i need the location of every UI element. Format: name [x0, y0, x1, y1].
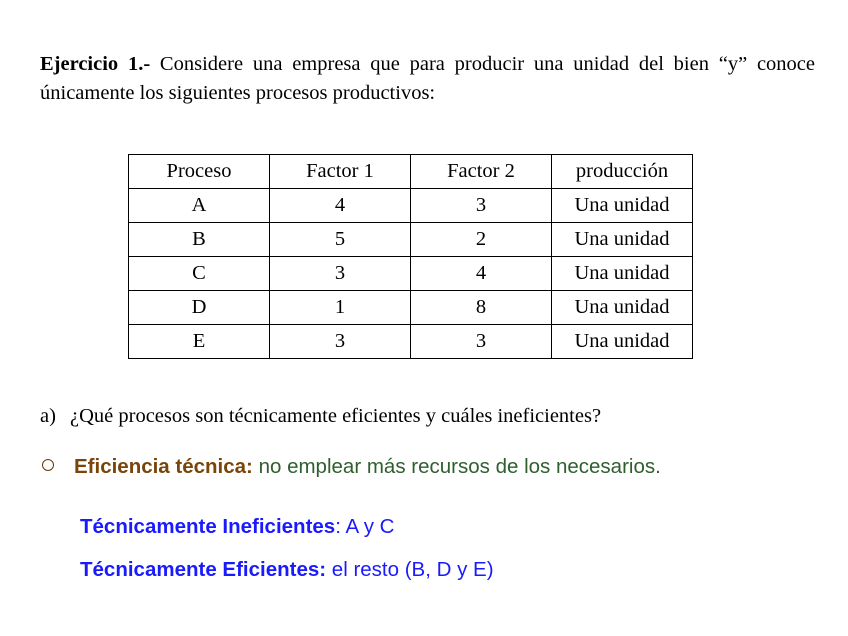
cell-factor-1: 3	[270, 257, 411, 291]
table-row	[129, 223, 693, 257]
cell-production: Una unidad	[552, 223, 693, 257]
cell-production: Una unidad	[552, 189, 693, 223]
cell-process: B	[129, 223, 270, 257]
cell-process: E	[129, 325, 270, 359]
cell-factor-1: 1	[270, 291, 411, 325]
table-row	[129, 325, 693, 359]
exercise-statement	[40, 50, 815, 108]
cell-factor-2: 3	[411, 189, 552, 223]
table-row	[129, 291, 693, 325]
header-produccion: producción	[552, 155, 693, 189]
efficiency-definition	[42, 453, 661, 481]
question-number: a)	[40, 405, 56, 427]
cell-factor-1: 5	[270, 223, 411, 257]
header-factor-2: Factor 2	[411, 155, 552, 189]
efficient-answer	[80, 556, 494, 584]
question-text: ¿Qué procesos son técnicamente eficientes y cuáles ineficientes?	[70, 405, 602, 427]
cell-process: D	[129, 291, 270, 325]
exercise-title: Ejercicio 1.-	[40, 53, 151, 75]
cell-factor-2: 2	[411, 223, 552, 257]
cell-process: A	[129, 189, 270, 223]
cell-factor-2: 3	[411, 325, 552, 359]
header-factor-1: Factor 1	[270, 155, 411, 189]
inefficient-answer	[80, 513, 394, 541]
table-row	[129, 189, 693, 223]
circle-bullet-icon	[42, 459, 54, 471]
efficient-value: el resto (B, D y E)	[326, 558, 494, 581]
cell-process: C	[129, 257, 270, 291]
question-a	[40, 402, 601, 430]
cell-factor-1: 4	[270, 189, 411, 223]
cell-factor-2: 4	[411, 257, 552, 291]
definition-text: no emplear más recursos de los necesarios.	[252, 455, 661, 478]
inefficient-label: Técnicamente Ineficientes	[80, 515, 336, 538]
efficient-label: Técnicamente Eficientes:	[80, 558, 327, 581]
processes-table	[128, 154, 693, 359]
cell-factor-2: 8	[411, 291, 552, 325]
table-header-row	[129, 155, 693, 189]
header-proceso: Proceso	[129, 155, 270, 189]
cell-factor-1: 3	[270, 325, 411, 359]
inefficient-value: : A y C	[335, 515, 395, 538]
cell-production: Una unidad	[552, 291, 693, 325]
cell-production: Una unidad	[552, 257, 693, 291]
table-row	[129, 257, 693, 291]
exercise-text: Considere una empresa que para producir una unidad del bien “y” conoce únicamente los siguientes procesos productivos:	[40, 53, 815, 104]
definition-term: Eficiencia técnica:	[74, 455, 253, 478]
cell-production: Una unidad	[552, 325, 693, 359]
